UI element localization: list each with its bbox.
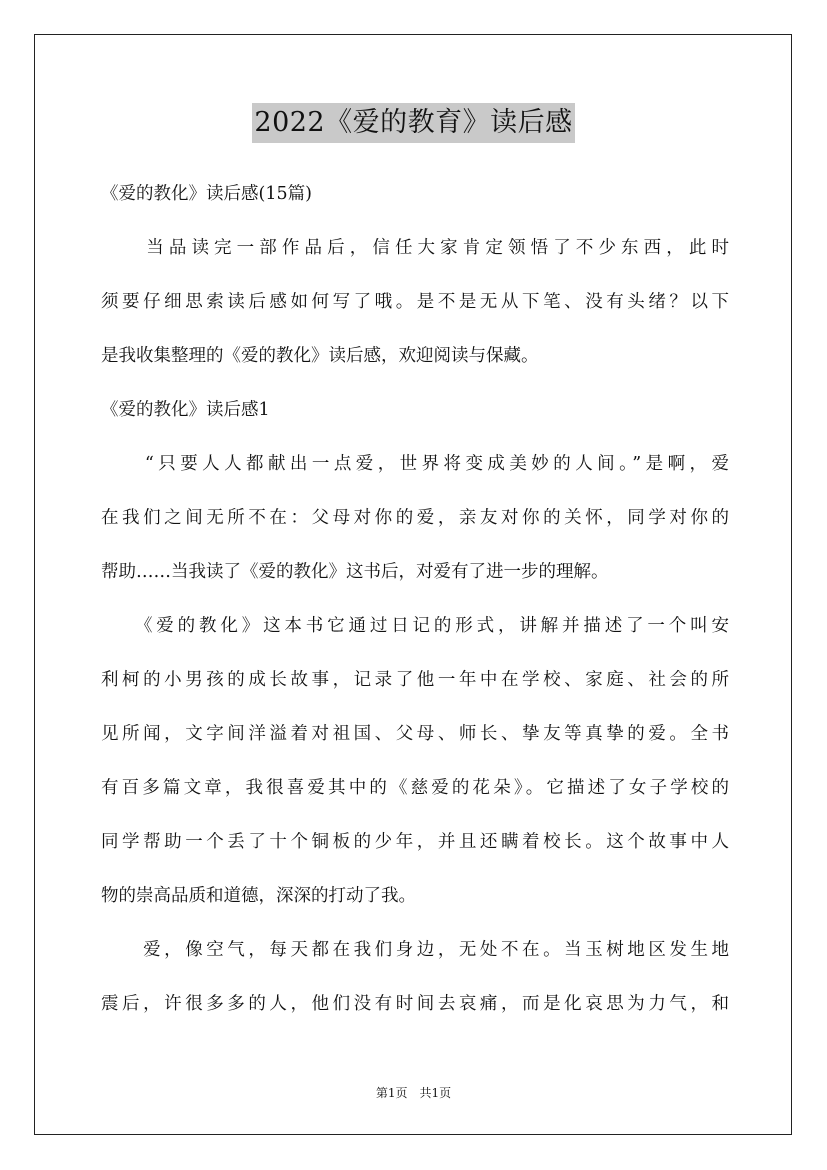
paragraph-line: 当品读完一部作品后，信任大家肯定领悟了不少东西，此时 <box>101 238 729 258</box>
paragraph-line: 是我收集整理的《爱的教化》读后感，欢迎阅读与保藏。 <box>101 346 539 366</box>
paragraph-line: 同学帮助一个丢了十个铜板的少年，并且还瞒着校长。这个故事中人 <box>101 832 729 852</box>
document-title: 2022《爱的教育》读后感 <box>252 103 574 143</box>
page-footer: 第1页 共1页 <box>375 1086 452 1100</box>
paragraph-line: 在我们之间无所不在：父母对你的爱，亲友对你的关怀，同学对你的 <box>101 508 729 528</box>
paragraph-line: 震后，许很多多的人，他们没有时间去哀痛，而是化哀思为力气，和 <box>101 994 729 1014</box>
paragraph-line: 见所闻，文字间洋溢着对祖国、父母、师长、挚友等真挚的爱。全书 <box>101 724 729 744</box>
paragraph-line: 《爱的教化》这本书它通过日记的形式，讲解并描述了一个叫安 <box>101 616 729 636</box>
paragraph-line: 利柯的小男孩的成长故事，记录了他一年中在学校、家庭、社会的所 <box>101 670 729 690</box>
paragraph-line: 爱，像空气，每天都在我们身边，无处不在。当玉树地区发生地 <box>101 940 729 960</box>
section-heading: 《爱的教化》读后感1 <box>101 400 270 420</box>
paragraph-line: 有百多篇文章，我很喜爱其中的《慈爱的花朵》。它描述了女子学校的 <box>101 778 729 798</box>
subtitle-line: 《爱的教化》读后感(15篇) <box>101 184 312 204</box>
paragraph-line: “只要人人都献出一点爱，世界将变成美妙的人间。”是啊，爱 <box>101 454 729 474</box>
paragraph-line: 帮助……当我读了《爱的教化》这书后，对爱有了进一步的理解。 <box>101 562 609 582</box>
paragraph-line: 须要仔细思索读后感如何写了哦。是不是无从下笔、没有头绪？以下 <box>101 292 729 312</box>
paragraph-line: 物的崇高品质和道德，深深的打动了我。 <box>101 886 416 906</box>
title-container <box>0 103 827 143</box>
